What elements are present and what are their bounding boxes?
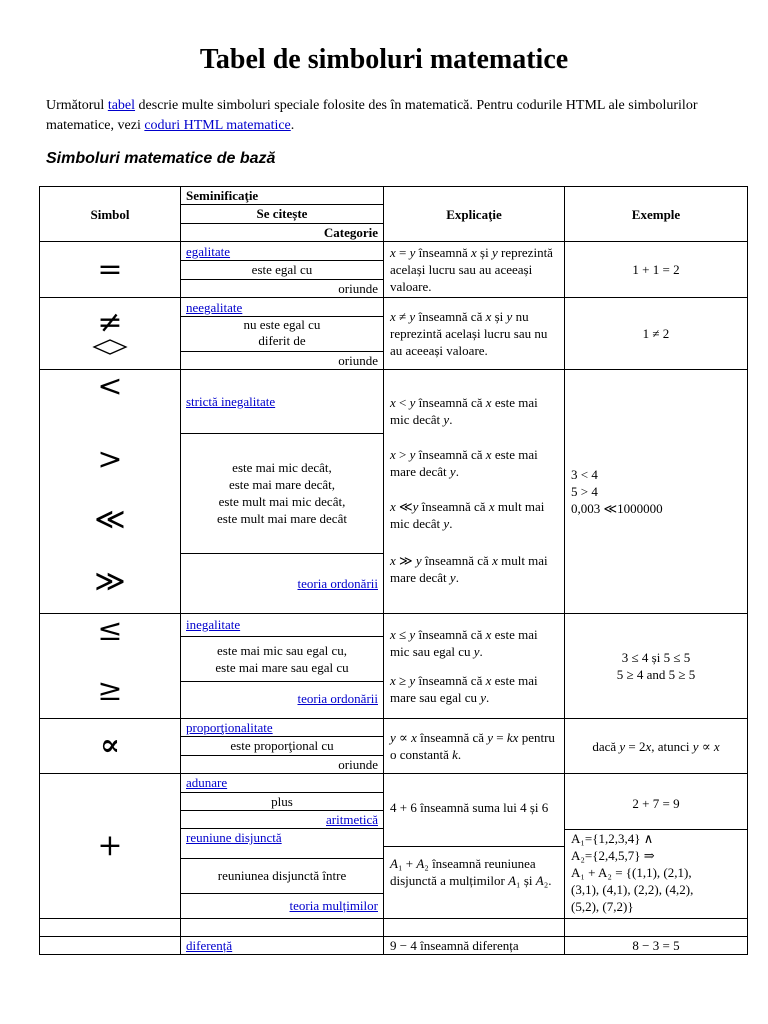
explanation bbox=[384, 370, 565, 614]
symbol-cell bbox=[40, 774, 181, 919]
link-coduri-html[interactable]: coduri HTML matematice bbox=[144, 118, 291, 133]
link-inegalitate[interactable]: inegalitate bbox=[186, 617, 241, 632]
meaning-cell bbox=[181, 242, 384, 298]
category: oriunde bbox=[338, 352, 378, 368]
header-symbol: Simbol bbox=[40, 187, 181, 242]
intro-text-2: descrie multe simboluri speciale folosite des în matematică. Pentru codurile HTML ale simbolurilor matematice, vezi bbox=[46, 98, 698, 133]
explanation-2: A₁ + A₂ înseamnă reuniunea disjunctă a mulțimilor A₁ și A₂. bbox=[390, 856, 552, 888]
read-as-2: reuniunea disjunctă între bbox=[181, 859, 383, 894]
greater-or-equal-symbol: ≥ bbox=[97, 673, 123, 708]
table-row-empty bbox=[40, 919, 748, 937]
example: 8 − 3 = 5 bbox=[565, 937, 748, 955]
example-2-line-5: (5,2), (7,2)} bbox=[571, 898, 634, 914]
symbol-cell bbox=[40, 719, 181, 774]
examples-cell bbox=[565, 614, 748, 719]
explanation-gt: x > y înseamnă că x este mai mare decât y. bbox=[390, 447, 538, 479]
table-row bbox=[40, 719, 748, 774]
symbol-cell bbox=[40, 298, 181, 370]
table-row bbox=[40, 937, 748, 955]
intro-paragraph bbox=[46, 96, 736, 136]
explanation: 9 − 4 înseamnă diferența bbox=[384, 937, 565, 955]
diamond-symbol bbox=[40, 338, 180, 360]
example-1: 3 < 4 bbox=[571, 467, 598, 482]
explanation: y ∝ x înseamnă că y = kx pentru o constantă k. bbox=[384, 719, 565, 774]
examples-cell bbox=[565, 774, 748, 919]
read-as: este mai mic sau egal cu, este mai mare sau egal cu bbox=[181, 637, 383, 682]
intro-text-3: . bbox=[290, 118, 295, 133]
header-read-as: Se citește bbox=[181, 205, 383, 224]
link-tabel[interactable]: tabel bbox=[107, 98, 136, 113]
explanation-le: x ≤ y înseamnă că x este mai mic sau egal cu y. bbox=[390, 627, 538, 659]
much-greater-than-symbol: ≫ bbox=[94, 564, 126, 599]
example: dacă y = 2x, atunci y ∝ x bbox=[565, 719, 748, 774]
examples-2 bbox=[565, 830, 747, 915]
table-row bbox=[40, 774, 748, 919]
example-1: 3 ≤ 4 și 5 ≤ 5 bbox=[621, 650, 691, 665]
meaning-cell bbox=[181, 719, 384, 774]
link-reuniune-disjuncta[interactable]: reuniune disjunctă bbox=[186, 830, 282, 845]
meaning-cell bbox=[181, 614, 384, 719]
less-or-equal-symbol: ≤ bbox=[97, 613, 123, 648]
header-meaning: Seminificaţie bbox=[181, 187, 383, 205]
explanation-mlt: x ≪y înseamnă că x mult mai mic decât y. bbox=[390, 499, 545, 531]
meaning-cell bbox=[181, 298, 384, 370]
link-aritmetica[interactable]: aritmetică bbox=[326, 812, 378, 827]
link-teoria-ordonarii-2[interactable]: teoria ordonării bbox=[297, 691, 378, 706]
symbol-cell bbox=[40, 614, 181, 719]
explanation-cell bbox=[384, 774, 565, 919]
table-header-row bbox=[40, 187, 748, 242]
explanation: 4 + 6 înseamnă suma lui 4 și 6 bbox=[384, 795, 564, 847]
meaning-cell bbox=[181, 937, 384, 955]
link-diferenta[interactable]: diferență bbox=[186, 938, 233, 953]
much-less-than-symbol: ≪ bbox=[94, 502, 126, 537]
link-adunare[interactable]: adunare bbox=[186, 775, 228, 790]
greater-than-symbol: > bbox=[97, 442, 123, 477]
meaning-cell bbox=[181, 370, 384, 614]
meaning-cell bbox=[181, 774, 384, 919]
less-than-symbol: < bbox=[97, 369, 123, 404]
header-category: Categorie bbox=[323, 225, 378, 240]
read-as: nu este egal cu diferit de bbox=[181, 317, 383, 352]
link-neegalitate[interactable]: neegalitate bbox=[186, 299, 243, 315]
explanation: x ≠ y înseamnă că x și y nu reprezintă același lucru sau nu au aceeași valoare. bbox=[384, 298, 565, 370]
explanation-mgt: x ≫ y înseamnă că x mult mai mare decât y. bbox=[390, 553, 548, 585]
intro-text-1: Următorul bbox=[46, 98, 108, 113]
example-2-line-4: (3,1), (4,1), (2,2), (4,2), bbox=[571, 881, 694, 897]
example-2-line-2: A₂={2,4,5,7} ⇒ bbox=[571, 847, 655, 863]
symbol-cell bbox=[40, 242, 181, 298]
example-2: 5 > 4 bbox=[571, 484, 598, 499]
table-row bbox=[40, 614, 748, 719]
category: oriunde bbox=[338, 280, 378, 296]
read-as: este proporţional cu bbox=[181, 737, 383, 756]
header-explanation: Explicaţie bbox=[384, 187, 565, 242]
read-as: plus bbox=[181, 793, 383, 811]
example: 1 ≠ 2 bbox=[565, 298, 748, 370]
explanation-ge: x ≥ y înseamnă că x este mai mare sau egal cu y. bbox=[390, 673, 538, 705]
diamond-icon bbox=[92, 338, 128, 356]
header-examples: Exemple bbox=[565, 187, 748, 242]
explanation-lt: x < y înseamnă că x este mai mic decât y. bbox=[390, 395, 538, 427]
read-as: este egal cu bbox=[181, 261, 383, 280]
table-row bbox=[40, 298, 748, 370]
example-3: 0,003 ≪1000000 bbox=[571, 501, 663, 516]
example-2-line-3: A₁ + A₂ = {(1,1), (2,1), bbox=[571, 864, 692, 880]
link-teoria-ordonarii[interactable]: teoria ordonării bbox=[297, 575, 378, 591]
examples-cell bbox=[565, 370, 748, 614]
proportional-symbol: ∝ bbox=[99, 728, 121, 763]
link-stricta-inegalitate[interactable]: strictă inegalitate bbox=[186, 393, 276, 409]
symbol-cell bbox=[40, 370, 181, 614]
link-egalitate[interactable]: egalitate bbox=[186, 243, 231, 259]
explanation: x = y înseamnă x și y reprezintă același lucru sau au aceeași valoare. bbox=[384, 242, 565, 298]
page-title: Tabel de simboluri matematice bbox=[199, 44, 569, 75]
plus-symbol: + bbox=[97, 828, 123, 863]
example: 1 + 1 = 2 bbox=[565, 242, 748, 298]
category: oriunde bbox=[338, 757, 378, 772]
link-teoria-multimilor[interactable]: teoria mulțimilor bbox=[289, 898, 378, 913]
read-as: este mai mic decât, este mai mare decât, este mult mai mic decât, este mult mai mare decât bbox=[181, 434, 383, 554]
not-equal-symbol: ≠ bbox=[97, 304, 123, 340]
example-2: 5 ≥ 4 and 5 ≥ 5 bbox=[616, 667, 696, 682]
symbol-cell bbox=[40, 937, 181, 955]
example: 2 + 7 = 9 bbox=[565, 778, 747, 830]
table-row bbox=[40, 370, 748, 614]
section-heading: Simboluri matematice de bază bbox=[46, 150, 276, 167]
link-proportionalitate[interactable]: proporţionalitate bbox=[186, 720, 273, 735]
table-row bbox=[40, 242, 748, 298]
symbols-table bbox=[39, 186, 748, 955]
equals-symbol: = bbox=[97, 251, 123, 287]
example-2-line-1: A₁={1,2,3,4} ∧ bbox=[571, 830, 654, 846]
header-meaning-cell bbox=[181, 187, 384, 242]
explanation bbox=[384, 614, 565, 719]
